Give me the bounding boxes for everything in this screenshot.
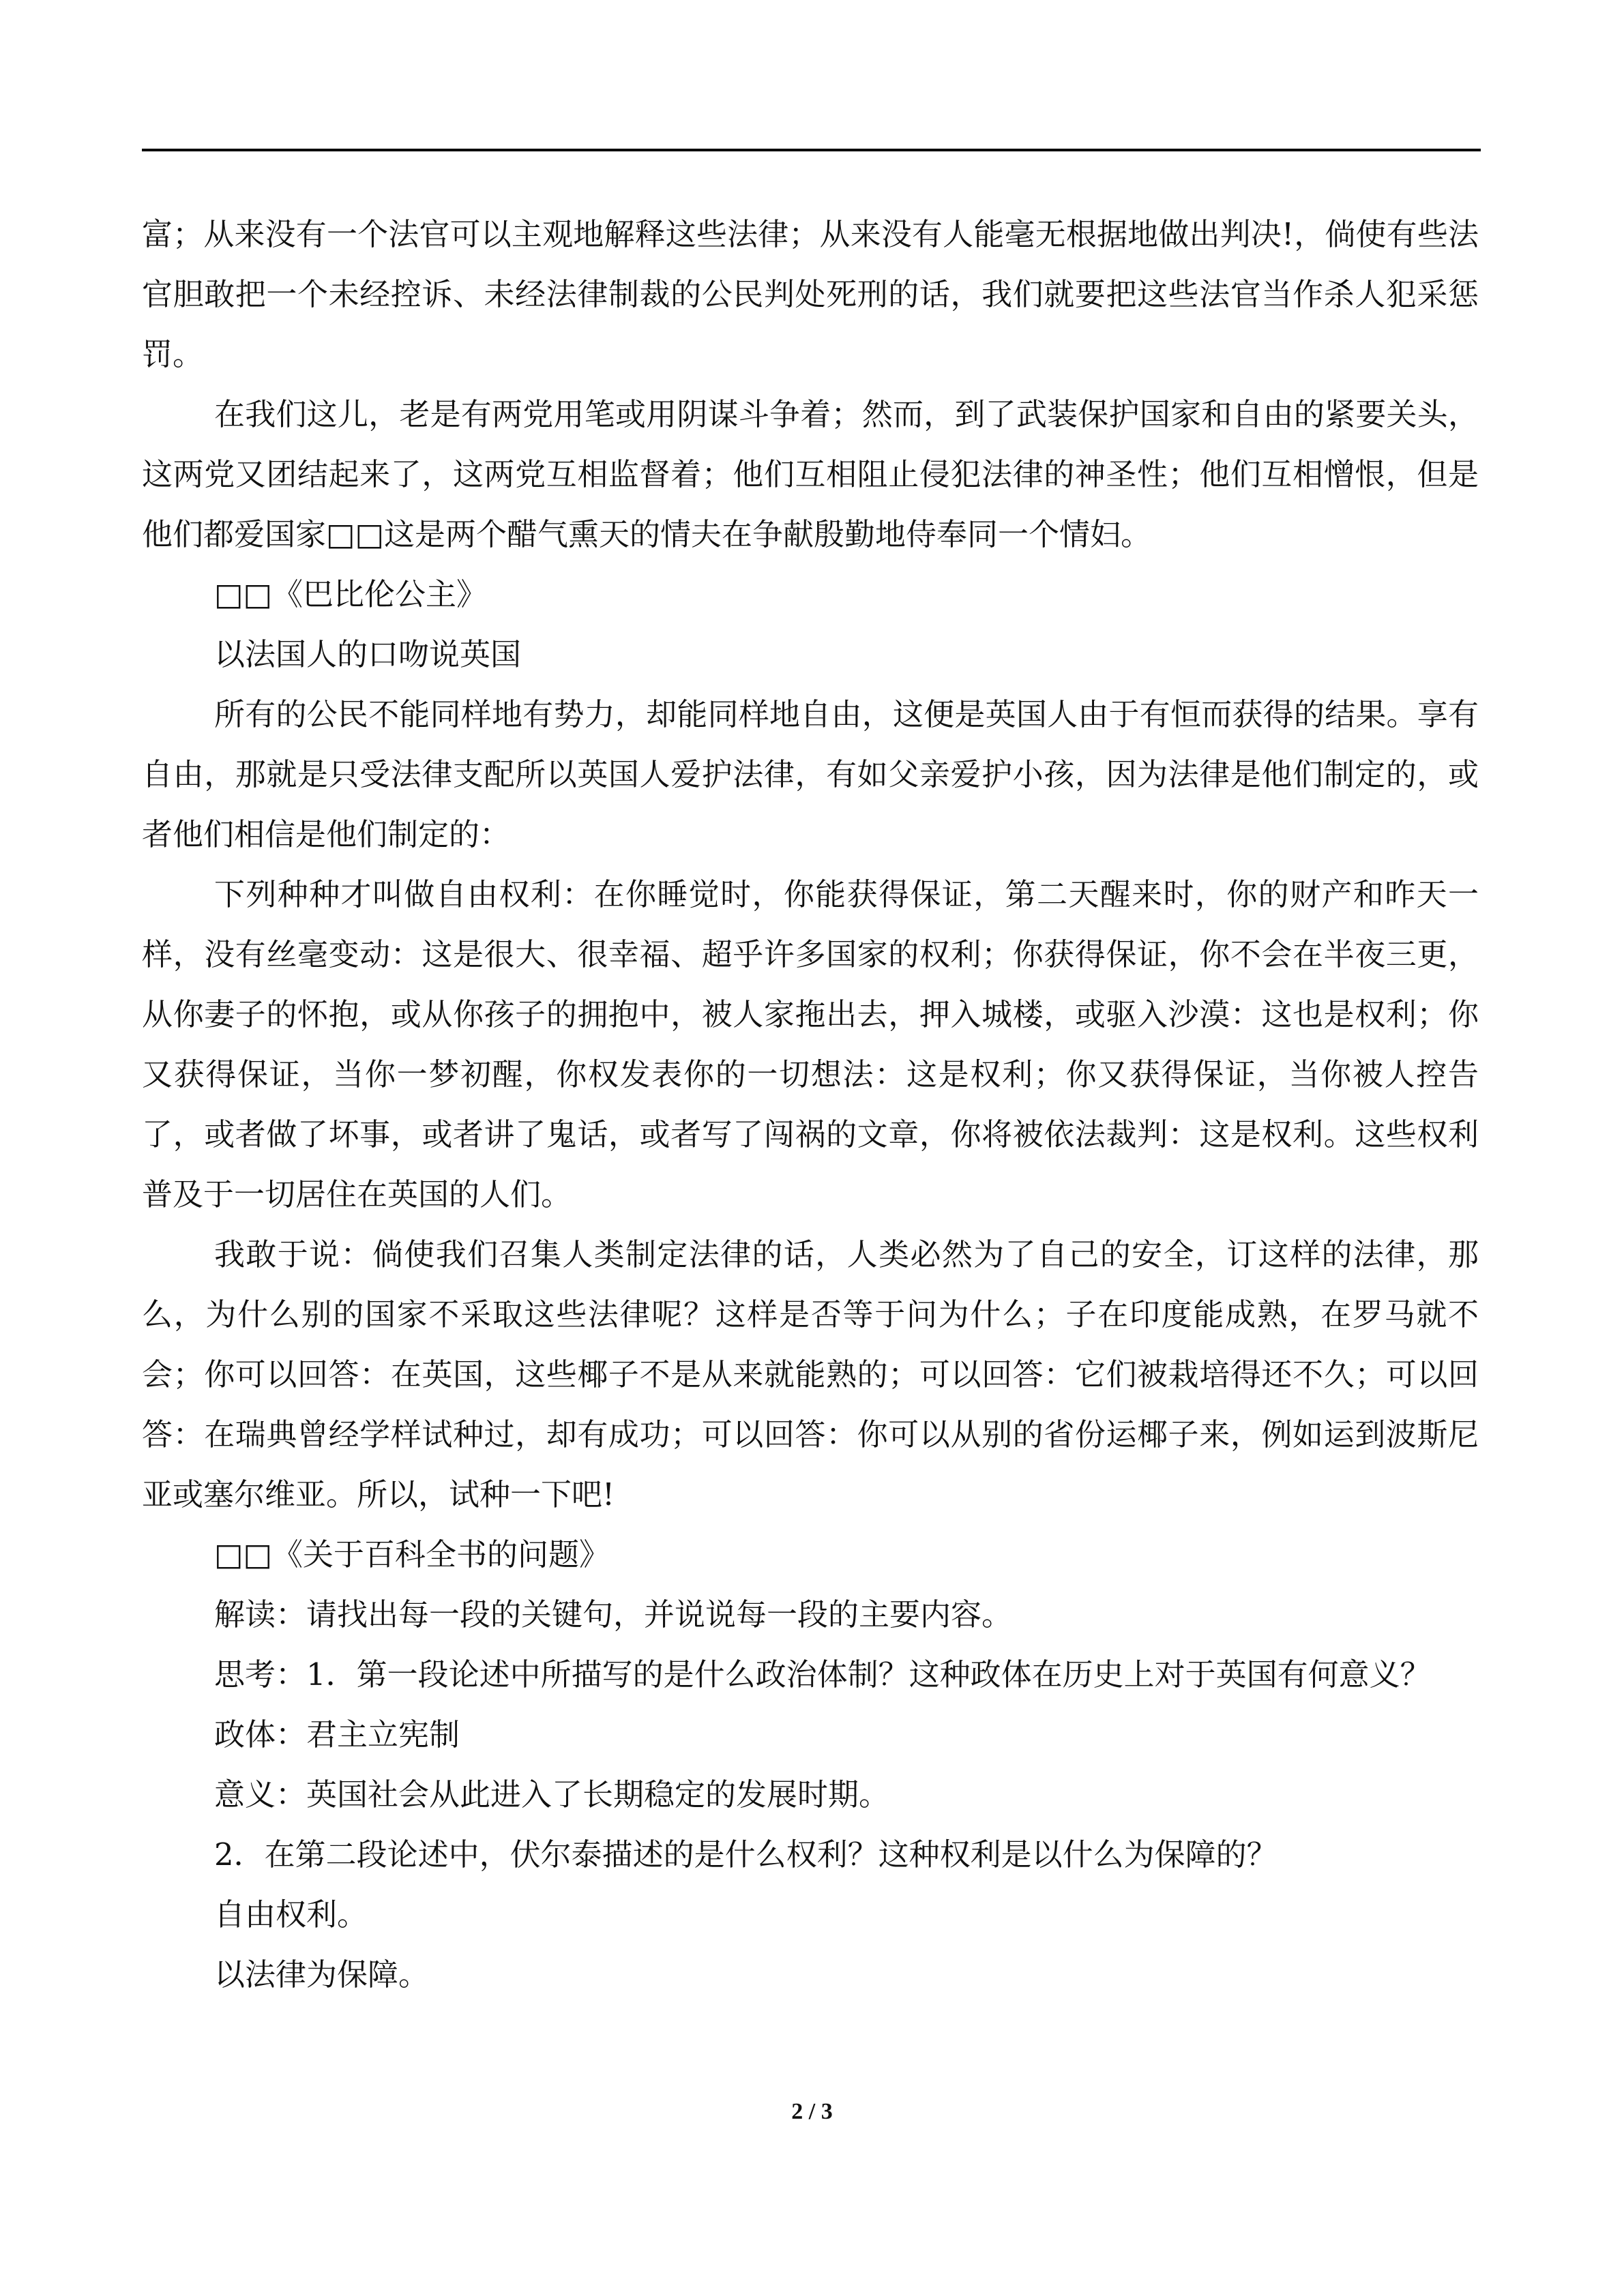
answer: 自由权利。 [214,1896,368,1933]
paragraph: 下列种种才叫做自由权利：在你睡觉时，你能获得保证，第二天醒来时，你的财产和昨天一样，没有丝毫变动：这是很大、很幸福、超乎许多国家的权利；你获得保证，你不会在半夜三更，从你妻子的怀抱，或从你孩子的拥抱中，被人家拖出去，押入城楼，或驱入沙漠：这也是权利；你又获得保证，当你一梦初醒，你权发表你的一切想法：这是权利；你又获得保证，当你被人控告了，或者做了坏事，或者讲了鬼话，或者写了闯祸的文章，你将被依法裁判：这是权利。这些权利普及于一切居住在英国的人们。 [142,876,1479,1212]
paragraph: 所有的公民不能同样地有势力，却能同样地自由，这便是英国人由于有恒而获得的结果。享有自由，那就是只受法律支配所以英国人爱护法律，有如父亲爱护小孩，因为法律是他们制定的，或者他们相信是他们制定的： [142,696,1479,852]
answer: 意义：英国社会从此进入了长期稳定的发展时期。 [214,1776,890,1813]
reading-prompt: 解读：请找出每一段的关键句，并说说每一段的主要内容。 [214,1596,1013,1632]
answer: 政体：君主立宪制 [214,1716,460,1753]
section-heading: 以法国人的口吻说英国 [214,636,522,672]
page-number: 2 / 3 [791,2099,833,2124]
source-citation: □□《巴比伦公主》 [214,576,488,612]
paragraph: 富；从来没有一个法官可以主观地解释这些法律；从来没有人能毫无根据地做出判决!，倘使有些法官胆敢把一个未经控诉、未经法律制裁的公民判处死刑的话，我们就要把这些法官当作杀人犯采惩罚。 [142,216,1479,372]
document-body [142,205,1479,2005]
paragraph: 在我们这儿，老是有两党用笔或用阴谋斗争着；然而，到了武装保护国家和自由的紧要关头，这两党又团结起来了，这两党互相监督着；他们互相阻止侵犯法律的神圣性；他们互相憎恨，但是他们都爱国家□□这是两个醋气熏天的情夫在争献殷勤地侍奉同一个情妇。 [142,396,1479,552]
answer: 以法律为保障。 [214,1956,430,1993]
header-rule [142,149,1481,151]
source-citation: □□《关于百科全书的问题》 [214,1536,610,1572]
question: 2．在第二段论述中，伏尔泰描述的是什么权利？这种权利是以什么为保障的？ [214,1836,1278,1873]
paragraph: 我敢于说：倘使我们召集人类制定法律的话，人类必然为了自己的安全，订这样的法律，那么，为什么别的国家不采取这些法律呢？这样是否等于问为什么；子在印度能成熟，在罗马就不会；你可以回答：在英国，这些椰子不是从来就能熟的；可以回答：它们被栽培得还不久；可以回答：在瑞典曾经学样试种过，却有成功；可以回答：你可以从别的省份运椰子来，例如运到波斯尼亚或塞尔维亚。所以，试种一下吧! [142,1236,1479,1512]
question: 思考：1．第一段论述中所描写的是什么政治体制？这种政体在历史上对于英国有何意义？ [214,1656,1431,1693]
